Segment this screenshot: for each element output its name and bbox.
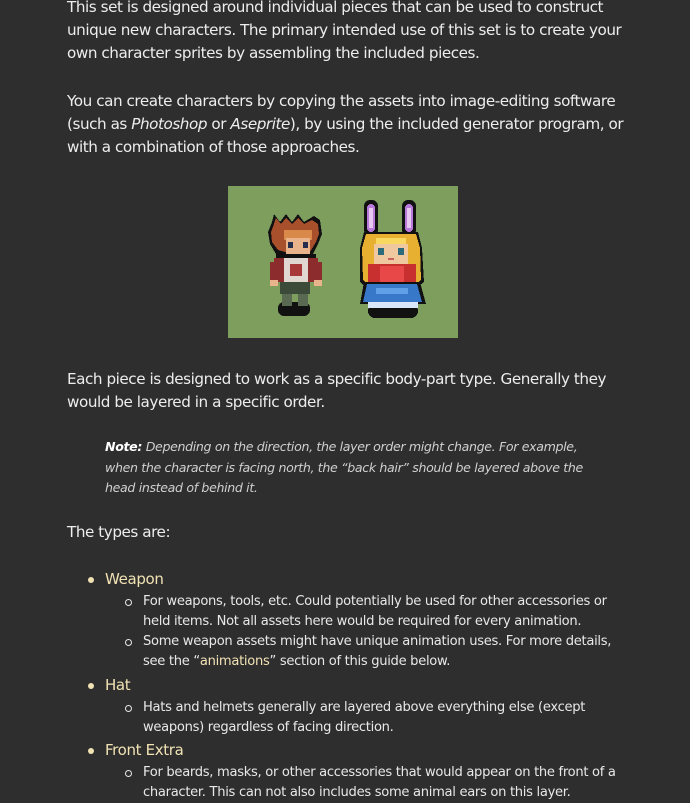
type-front-extra — [0, 739, 690, 803]
front-extra-item-1-text: For beards, masks, or other accessories that would appear on the front of a character. This can not also includes some animal ears on this layer. — [143, 765, 616, 800]
sample-characters-svg — [228, 186, 458, 338]
type-hat-heading — [0, 674, 690, 697]
circle-bullet-icon — [125, 705, 132, 712]
type-front-extra-heading — [0, 739, 690, 762]
girl-with-bunny-ears-sprite — [360, 200, 426, 318]
circle-bullet-icon — [125, 639, 132, 646]
weapon-item-2-text-end: ” section of this guide below. — [269, 654, 451, 669]
weapon-item-2 — [143, 632, 623, 672]
sample-characters-image — [228, 186, 458, 338]
circle-bullet-icon — [125, 770, 132, 777]
animations-link[interactable]: animations — [199, 654, 270, 669]
type-hat — [0, 674, 690, 738]
weapon-item-1 — [143, 592, 623, 632]
front-extra-item-1 — [143, 763, 623, 803]
software-paragraph — [67, 90, 627, 160]
types-list — [0, 568, 690, 803]
aseprite-text: Aseprite — [230, 115, 290, 134]
circle-bullet-icon — [125, 599, 132, 606]
body-part-paragraph: Each piece is designed to work as a specific body-part type. Generally they would be layered in a specific order. — [67, 370, 607, 412]
intro-paragraph: This set is designed around individual pieces that can be used to construct unique new characters. The primary intended use of this set is to create your own character sprites by assembling the included pieces. — [67, 0, 622, 63]
layer-order-note — [105, 437, 610, 499]
type-weapon — [0, 568, 690, 672]
hat-item-1 — [143, 698, 623, 738]
type-weapon-heading — [0, 568, 690, 591]
bullet-icon — [88, 683, 94, 689]
boy-with-spiky-hair-sprite — [268, 214, 322, 316]
weapon-item-2-text-start: Some weapon assets might have unique animation uses. For more details, see the “ — [143, 634, 612, 669]
note-label: Note: — [105, 439, 143, 454]
bullet-icon — [88, 577, 94, 583]
type-hat-label: Hat — [105, 676, 131, 694]
note-text: Depending on the direction, the layer order might change. For example, when the character is facing north, the “back hair” should be layered above the head instead of behind it. — [105, 439, 583, 495]
photoshop-text: Photoshop — [131, 115, 208, 134]
type-weapon-label: Weapon — [105, 570, 164, 588]
type-front-extra-label: Front Extra — [105, 741, 184, 759]
software-text-end: ), by using the included generator program, or with a combination of those approaches. — [67, 115, 624, 157]
software-text-start: You can create characters by copying the assets into image-editing software (such as — [67, 92, 616, 134]
weapon-item-1-text: For weapons, tools, etc. Could potentially be used for other accessories or held items. Not all assets here would be required for every animation. — [143, 594, 607, 629]
hat-item-1-text: Hats and helmets generally are layered above everything else (except weapons) regardless of facing direction. — [143, 700, 586, 735]
types-intro: The types are: — [67, 523, 171, 541]
or-text: or — [207, 115, 231, 134]
bullet-icon — [88, 748, 94, 754]
